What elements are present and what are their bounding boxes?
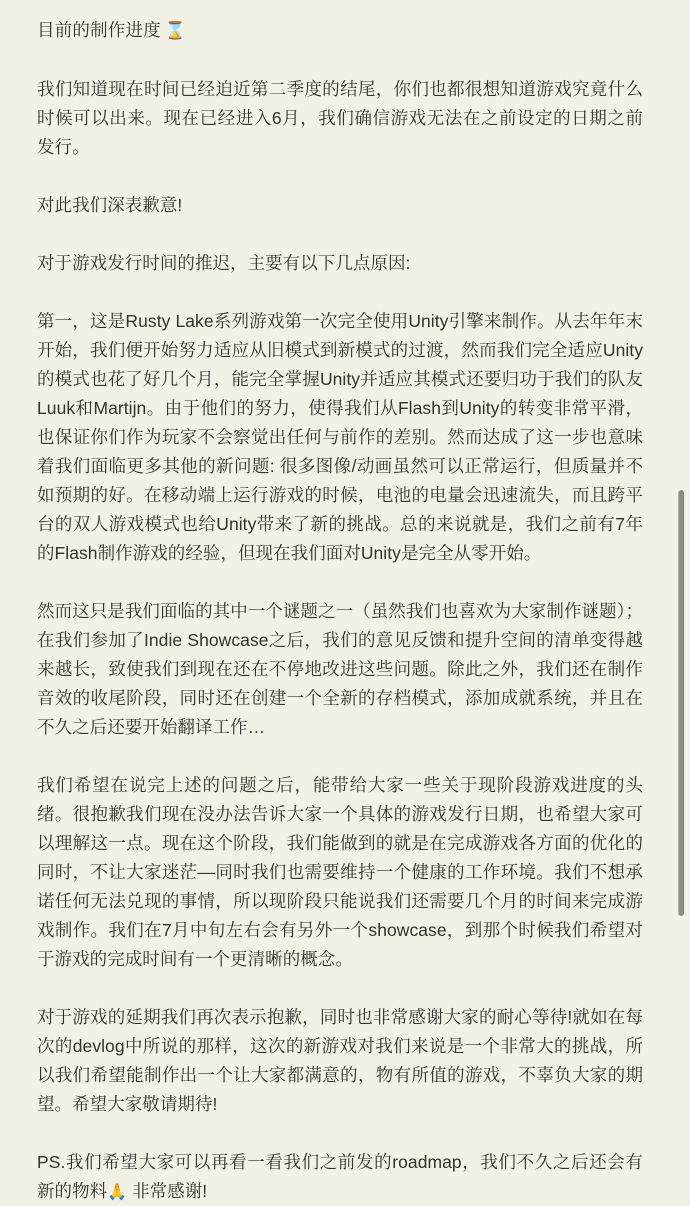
hourglass-icon: ⌛ (164, 21, 187, 41)
paragraph-progress-update: 我们希望在说完上述的问题之后，能带给大家一些关于现阶段游戏进度的头绪。很抱歉我们现在没办法告诉大家一个具体的游戏发行日期，也希望大家可以理解这一点。现在这个阶段，我们能做到的就是在完成游戏各方面的优化的同时，不让大家迷茫—同时我们也需要维持一个健康的工作环境。我们不想承诺任何无法兑现的事情，所以现阶段只能说我们还需要几个月的时间来完成游戏制作。我们在7月中旬左右会有另外一个showcase，到那个时候我们希望对于游戏的完成时间有一个更清晰的概念。 (37, 775, 643, 969)
postscript-text-before: PS.我们希望大家可以再看一看我们之前发的roadmap，我们不久之后还会有新的物料 (37, 1152, 643, 1201)
folded-hands-icon: 🙏 (107, 1182, 128, 1201)
paragraph-reason-unity: 第一，这是Rusty Lake系列游戏第一次完全使用Unity引擎来制作。从去年年末开始，我们便开始努力适应从旧模式到新模式的过渡，然而我们完全适应Unity的模式也花了好几个月，能完全掌握Unity并适应其模式还要归功于我们的队友Luuk和Martijn。由于他们的努力，使得我们从Flash到Unity的转变非常平滑，也保证你们作为玩家不会察觉出任何与前作的差别。然而达成了这一步也意味着我们面临更多其他的新问题: 很多图像/动画虽然可以正常运行，但质量并不如预期的好。在移动端上运行游戏的时候，电池的电量会迅速流失，而且跨平台的双人游戏模式也给Unity带来了新的挑战。总的来说就是，我们之前有7年的Flash制作游戏的经验，但现在我们面对Unity是完全从零开始。 (37, 311, 643, 563)
postscript-text-after: 非常感谢! (127, 1181, 208, 1201)
paragraph-closing-thanks: 对于游戏的延期我们再次表示抱歉，同时也非常感谢大家的耐心等待!就如在每次的devlog中所说的那样，这次的新游戏对我们来说是一个非常大的挑战，所以我们希望能制作出一个让大家都满意的，物有所值的游戏，不辜负大家的期望。希望大家敬请期待! (37, 1007, 643, 1114)
paragraph-reasons-intro: 对于游戏发行时间的推迟，主要有以下几点原因: (37, 253, 411, 273)
page-title (37, 16, 643, 46)
vertical-scrollbar-thumb[interactable] (678, 490, 684, 916)
article-body (37, 0, 643, 1206)
paragraph-postscript (37, 1119, 643, 1206)
paragraph-1: 我们知道现在时间已经迫近第二季度的结尾，你们也都很想知道游戏究竟什么时候可以出来。现在已经进入6月，我们确信游戏无法在之前设定的日期之前发行。 (37, 79, 643, 157)
paragraph-reason-showcase: 然而这只是我们面临的其中一个谜题之一（虽然我们也喜欢为大家制作谜题）；在我们参加了Indie Showcase之后，我们的意见反馈和提升空间的清单变得越来越长，致使我们到现在还在不停地改进这些问题。除此之外，我们还在制作音效的收尾阶段，同时还在创建一个全新的存档模式，添加成就系统，并且在不久之后还要开始翻译工作… (37, 601, 643, 737)
vertical-scrollbar-track[interactable] (680, 0, 687, 1027)
page-title-text: 目前的制作进度 (37, 20, 161, 40)
paragraph-apology: 对此我们深表歉意! (37, 195, 183, 215)
